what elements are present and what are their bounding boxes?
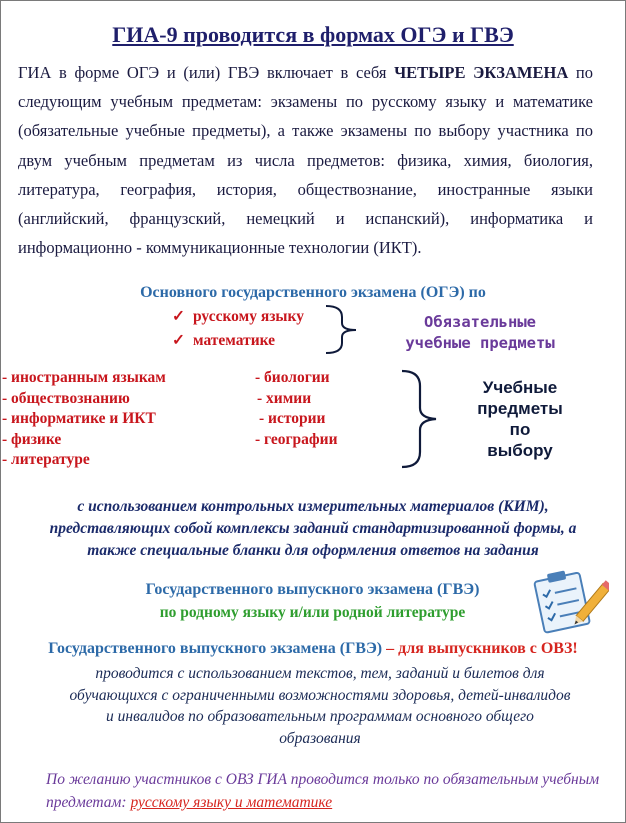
list-item: - биологии [255,369,330,386]
right-brace-icon [398,368,444,470]
intro-emphasis: ЧЕТЫРЕ ЭКЗАМЕНА [394,63,569,82]
right-brace-icon [322,303,362,355]
gve-heading: Государственного выпускного экзамена (ГВЭ) [145,581,480,598]
checkmark-icon: ✓ [172,332,185,349]
ovz-note: По желанию участников с ОВЗ ГИА проводится только по обязательным учебным предметам: русскому языку и математике [46,771,600,811]
required-subject-russian: ✓ русскому языку [172,308,304,325]
required-subjects-underlined: русскому языку и математике [130,794,333,811]
elective-list-left [2,368,166,471]
required-subject-math: ✓ математике [172,332,276,349]
list-item: - истории [259,410,326,427]
ovz-highlight: – для выпускников с ОВЗ! [382,640,578,657]
list-item: - информатике и ИКТ [2,410,156,427]
list-item: - литературе [2,451,90,468]
elective-list-right [255,368,338,450]
oge-heading: Основного государственного экзамена (ОГЭ) по [140,284,486,301]
checkmark-icon: ✓ [172,308,185,325]
gve-native-language: по родному языку и/или родной литературе [159,604,466,621]
list-item: - химии [257,389,312,407]
page-title: ГИА-9 проводится в формах ОГЭ и ГВЭ [112,22,514,47]
gve-ovz-description: проводится с использованием текстов, тем, заданий и билетов для обучающихся с ограниченными возможностями здоровья, детей-инвалидов и инвалидов по образовательным программам основного общего образования [69,665,571,747]
kim-description: с использованием контрольных измерительных материалов (КИМ), представляющих собой комплексы заданий стандартизированной формы, а также специальные бланки для оформления ответов на задания [49,498,577,559]
gve-ovz-heading: Государственного выпускного экзамена (ГВЭ) – для выпускников с ОВЗ! [48,640,578,657]
list-item: - иностранным языкам [2,369,166,386]
list-item: - обществознанию [2,389,130,407]
elective-label: Учебные предметы по выбору [477,378,563,460]
list-item: - географии [255,430,338,448]
list-item: - физике [2,430,62,448]
required-label: Обязательные учебные предметы [405,313,555,352]
clipboard-pencil-icon [527,566,609,636]
intro-paragraph: ГИА в форме ОГЭ и (или) ГВЭ включает в себя ЧЕТЫРЕ ЭКЗАМЕНА по следующим учебным предметам: экзамены по русскому языку и математике (обязательные учебные предметы), а также экзамены по выбору участника по двум учебным предметам из числа предметов: физика, химия, биология, литература, география, история, обществознание, иностранные языки (английский, французский, немецкий и испанский), информатика и информационно - коммуникационные технологии (ИКТ). [18,63,593,258]
